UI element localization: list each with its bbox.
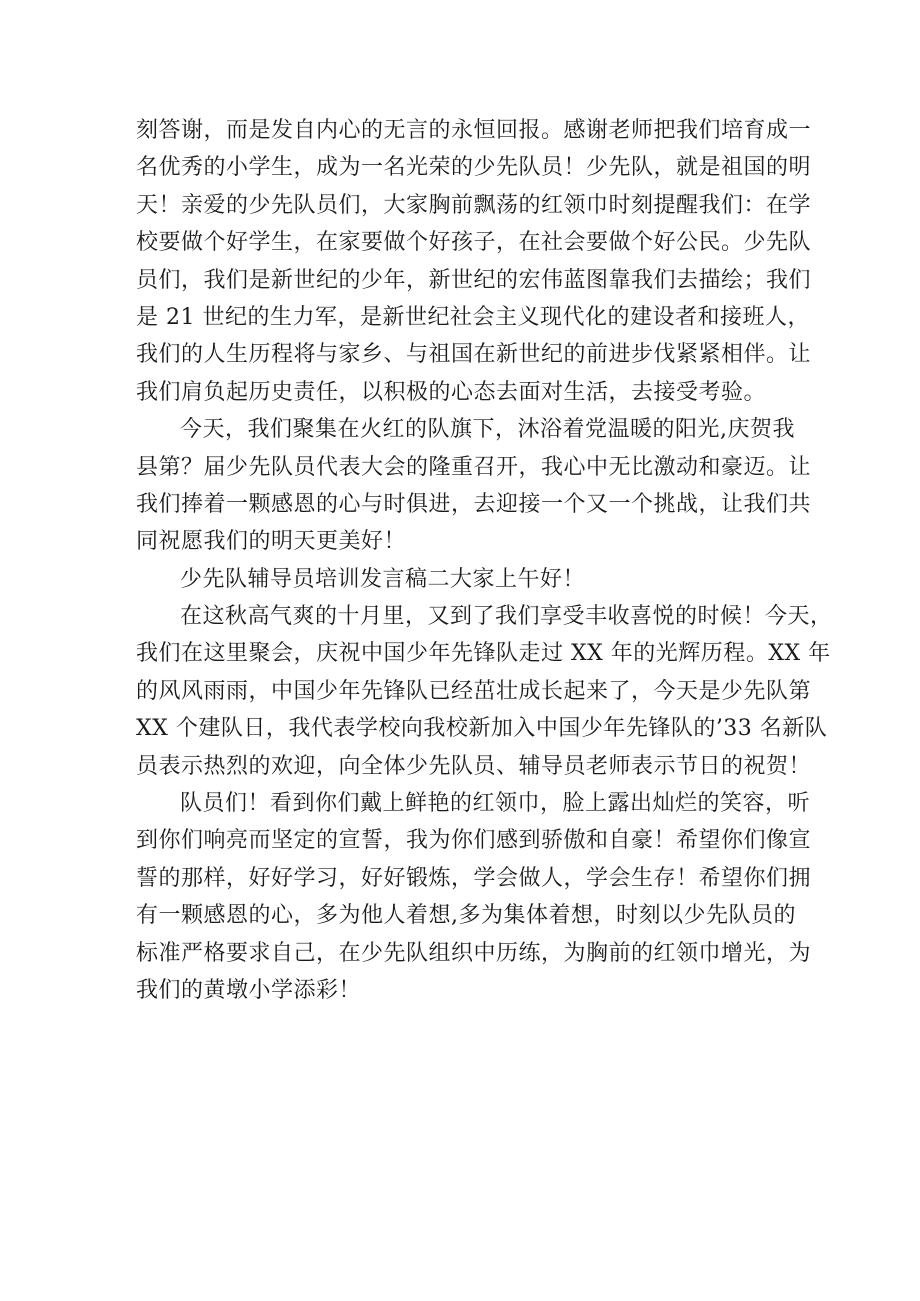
text-line: 我们在这里聚会，庆祝中国少年先锋队走过 XX 年的光辉历程。XX 年 [136, 641, 831, 667]
paragraph-1 [136, 112, 812, 411]
text-line: 我们捧着一颗感恩的心与时俱进，去迎接一个又一个挑战，让我们共 [136, 491, 812, 517]
text-line: 同祝愿我们的明天更美好！ [136, 529, 407, 555]
paragraph-4 [136, 598, 833, 785]
paragraph-3 [136, 561, 788, 598]
text-line: 誓的那样，好好学习，好好锻炼，学会做人，学会生存！希望你们拥 [136, 865, 812, 891]
text-line: 天！亲爱的少先队员们，大家胸前飘荡的红领巾时刻提醒我们：在学 [136, 192, 812, 218]
text-line: 我们的黄墩小学添彩！ [136, 977, 362, 1003]
text-line: 有一颗感恩的心，多为他人着想,多为集体着想，时刻以少先队员的 [136, 903, 796, 929]
paragraph-5 [136, 785, 812, 1009]
section-heading: 少先队辅导员培训发言稿二大家上午好！ [180, 566, 586, 592]
text-line: 我们的人生历程将与家乡、与祖国在新世纪的前进步伐紧紧相伴。让 [136, 342, 812, 368]
text-line: 刻答谢，而是发自内心的无言的永恒回报。感谢老师把我们培育成一 [136, 118, 812, 143]
text-line: XX 个建队日，我代表学校向我校新加入中国少年先锋队的’33 名新队 [136, 716, 828, 742]
text-line: 到你们响亮而坚定的宣誓，我为你们感到骄傲和自豪！希望你们像宣 [136, 828, 812, 854]
text-line: 员表示热烈的欢迎，向全体少先队员、辅导员老师表示节日的祝贺！ [136, 753, 812, 779]
text-line: 标准严格要求自己，在少先队组织中历练，为胸前的红领巾增光，为 [136, 940, 812, 966]
text-line: 是 21 世纪的生力军，是新世纪社会主义现代化的建设者和接班人， [136, 304, 810, 330]
text-line: 今天，我们聚集在火红的队旗下，沐浴着党温暖的阳光,庆贺我 [180, 417, 795, 443]
document-page [136, 112, 833, 1009]
text-line: 校要做个好学生，在家要做个好孩子，在社会要做个好公民。少先队 [136, 230, 812, 256]
text-line: 的风风雨雨，中国少年先锋队已经茁壮成长起来了，今天是少先队第 [136, 678, 812, 704]
text-line: 队员们！看到你们戴上鲜艳的红领巾，脸上露出灿烂的笑容，听 [180, 791, 811, 817]
text-line: 名优秀的小学生，成为一名光荣的少先队员！少先队，就是祖国的明 [136, 155, 812, 181]
text-line: 县第？届少先队员代表大会的隆重召开，我心中无比激动和豪迈。让 [136, 454, 812, 480]
paragraph-2 [136, 411, 812, 561]
text-line: 员们，我们是新世纪的少年，新世纪的宏伟蓝图靠我们去描绘；我们 [136, 267, 812, 293]
text-line: 在这秋高气爽的十月里，又到了我们享受丰收喜悦的时候！今天， [180, 604, 833, 630]
text-line: 我们肩负起历史责任，以积极的心态去面对生活，去接受考验。 [136, 379, 767, 405]
